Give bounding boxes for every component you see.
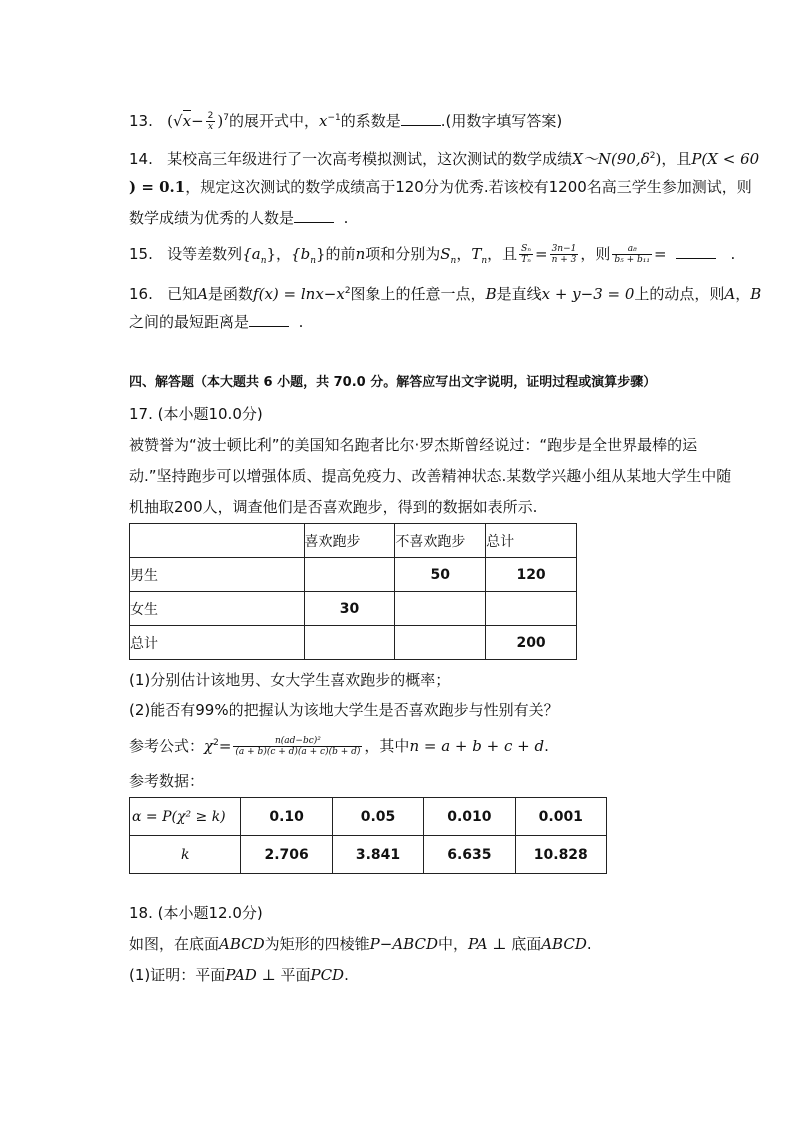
q17-paragraph-line3: 机抽取200人，调查他们是否喜欢跑步，得到的数据如表所示.	[129, 498, 538, 516]
q16-answer-blank	[249, 312, 289, 327]
q14-text1: 某校高三年级进行了一次高考模拟测试，这次测试的数学成绩	[167, 150, 573, 168]
q14-line3-text: 数学成绩为优秀的人数是	[129, 209, 295, 227]
formula-n: n = a + b + c + d	[409, 737, 545, 755]
q16-comma: ，	[735, 285, 751, 303]
table-cell: 10.828	[515, 836, 606, 874]
q13-x: x	[318, 112, 328, 130]
q14-end: .	[343, 209, 349, 227]
q15-an-sub: n	[260, 256, 267, 266]
table-cell: α = P(χ² ≥ k)	[130, 798, 241, 836]
q17-paragraph-line1: 被赞誉为“波士顿比利”的美国知名跑者比尔·罗杰斯曾经说过：“跑步是全世界最棒的运	[129, 436, 698, 454]
formula-end: .	[544, 737, 549, 755]
question-14-line1	[129, 146, 759, 169]
q15-Sn-sub: n	[450, 256, 457, 266]
q18-text-b: 为矩形的四棱锥	[264, 935, 370, 953]
q15-sep: ，	[276, 245, 292, 263]
table-row	[130, 836, 607, 874]
question-14-line3	[129, 208, 348, 228]
q17-subquestion-2: (2)能否有99%的把握认为该地大学生是否喜欢跑步与性别有关？	[129, 701, 559, 719]
q14-dist-close: )	[655, 150, 662, 168]
table-cell: 总计	[486, 524, 577, 558]
q13-sqrt-x: x	[182, 112, 192, 130]
q13-text1: 的展开式中，	[228, 112, 319, 130]
table-cell: 女生	[130, 592, 305, 626]
q18-header: 18. (本小题12.0分)	[129, 904, 263, 922]
formula-label: 参考公式：	[129, 737, 205, 755]
q15-Tn: T	[471, 245, 482, 263]
table-cell: 0.05	[332, 798, 423, 836]
q16-function: f(x) = lnx−x	[253, 285, 345, 303]
table-row	[130, 798, 607, 836]
q17-subquestion-1: (1)分别估计该地男、女大学生喜欢跑步的概率；	[129, 671, 451, 689]
q14-sq: 2	[649, 151, 656, 161]
q14-distribution: X～N(90,δ	[572, 150, 650, 168]
q14-text2: ，且	[661, 150, 692, 168]
q15-number: 15.	[129, 245, 153, 263]
q18-abcd: ABCD	[219, 935, 265, 953]
q18-abcd2: ABCD	[541, 935, 587, 953]
q15-an: {a	[242, 245, 261, 263]
table-cell: 喜欢跑步	[304, 524, 395, 558]
q15-Sn: S	[440, 245, 451, 263]
q16-line: x + y−3 = 0	[541, 285, 635, 303]
table-row	[130, 558, 577, 592]
question-13: 13. (√x− $\frac{2}{x}$ )$^7$的展开式中，$x^{-1}$的系数是 .(用数字填写答案)	[129, 111, 563, 132]
q15-fraction-ratio: $\frac{3n-1}{n + 3}$	[551, 244, 577, 265]
formula-mid: ，其中	[364, 737, 410, 755]
q15-text4: ，且	[487, 245, 518, 263]
q16-sq: 2	[344, 286, 351, 296]
q16-B: B	[485, 285, 497, 303]
q18-s1-pcd: PCD	[310, 966, 345, 984]
q13-open-paren: (	[167, 112, 174, 130]
q14-number: 14.	[129, 150, 153, 168]
table-cell	[395, 626, 486, 660]
table-cell: 30	[304, 592, 395, 626]
table-cell: 0.001	[515, 798, 606, 836]
q18-text-a: 如图，在底面	[129, 935, 220, 953]
q18-s1-text-a: (1)证明：平面	[129, 966, 226, 984]
q16-B2: B	[750, 285, 762, 303]
table-cell	[486, 592, 577, 626]
question-14-line2	[129, 177, 752, 197]
question-16-line2	[129, 312, 303, 332]
q15-bn-close: }	[316, 245, 326, 263]
q18-paragraph	[129, 934, 592, 954]
q16-text1: 已知	[167, 285, 198, 303]
q18-text-c: 中，	[437, 935, 468, 953]
table-cell: 0.10	[241, 798, 332, 836]
q18-pa-perp: PA ⊥	[468, 935, 512, 953]
q18-end: .	[586, 935, 592, 953]
q16-A2: A	[724, 285, 736, 303]
section-4-title: 四、解答题（本大题共 6 小题，共 70.0 分。解答应写出文字说明，证明过程或演算步骤）	[129, 375, 657, 390]
q15-text2: 的前	[325, 245, 356, 263]
q13-fraction: $\frac{2}{x}$	[207, 111, 214, 132]
q17-paragraph-line2: 动.”坚持跑步可以增强体质、提高免疫力、改善精神状态.某数学兴趣小组从某地大学生中随	[129, 467, 732, 485]
q16-end: .	[298, 313, 304, 331]
table-cell: 6.635	[424, 836, 515, 874]
q15-fraction-s-t: $\frac{\text{Sₙ}}{\text{Tₙ}}$	[521, 244, 531, 265]
q15-text5: ，则	[580, 245, 611, 263]
table-cell: 200	[486, 626, 577, 660]
q13-exp-neg1: −1	[327, 113, 341, 123]
q18-subquestion-1	[129, 965, 349, 985]
table-cell: 不喜欢跑步	[395, 524, 486, 558]
q13-exp: 7	[223, 113, 229, 123]
q16-line2-text: 之间的最短距离是	[129, 313, 250, 331]
q17-formula	[129, 733, 549, 757]
q13-text3: .(用数字填写答案)	[440, 112, 563, 130]
table-cell: 男生	[130, 558, 305, 592]
q15-fraction-target: $\frac{\text{a₈}}{\text{b₅ + b₁₁}}$	[614, 244, 650, 265]
q15-comma: ，	[456, 245, 472, 263]
q15-n: n	[355, 245, 366, 263]
table-header-row	[130, 524, 577, 558]
formula-chi: χ	[204, 737, 214, 755]
q16-number: 16.	[129, 285, 153, 303]
q15-bn: {b	[291, 245, 311, 263]
q13-text2: 的系数是	[340, 112, 401, 130]
q16-text4: 是直线	[496, 285, 542, 303]
table-cell	[130, 524, 305, 558]
q15-an-close: }	[266, 245, 277, 263]
table-cell: 0.010	[424, 798, 515, 836]
q18-s1-pad: PAD ⊥	[225, 966, 281, 984]
q13-close-paren: )	[217, 112, 224, 130]
q14-probability: P(X < 60	[691, 150, 760, 168]
q13-answer-blank	[401, 111, 441, 126]
q16-text5: 上的动点，则	[634, 285, 725, 303]
table-cell	[395, 592, 486, 626]
q18-s1-end: .	[344, 966, 349, 984]
table-cell: 120	[486, 558, 577, 592]
q15-answer-blank	[676, 244, 716, 259]
table-cell: 总计	[130, 626, 305, 660]
q16-text3: 图象上的任意一点，	[350, 285, 486, 303]
q15-eq: =	[535, 245, 548, 263]
q13-minus: −	[191, 112, 204, 130]
q17-reference-label: 参考数据：	[129, 772, 205, 790]
table-cell	[304, 558, 395, 592]
question-16-line1	[129, 281, 761, 304]
table-cell: 3.841	[332, 836, 423, 874]
q13-number: 13.	[129, 112, 153, 130]
q18-text-d: 底面	[511, 935, 542, 953]
table-cell: 50	[395, 558, 486, 592]
formula-fraction: $\frac{\text{n(ad−bc)²}}{(a + b)(c + d)(a + c)(b + d)}$	[235, 736, 361, 757]
q16-text2: 是函数	[208, 285, 254, 303]
q15-bn-sub: n	[310, 256, 316, 266]
q16-A: A	[197, 285, 209, 303]
question-15	[129, 244, 735, 271]
table-row	[130, 626, 577, 660]
q14-line2-text: ，规定这次测试的数学成绩高于120分为优秀.若该校有1200名高三学生参加测试，则	[185, 178, 752, 196]
q15-text3: 项和分别为	[365, 245, 441, 263]
q15-Tn-sub: n	[481, 256, 488, 266]
q18-pyramid: P−ABCD	[369, 935, 438, 953]
q15-eq2: =	[654, 245, 667, 263]
q18-s1-text-b: 平面	[280, 966, 311, 984]
q17-reference-table	[129, 797, 607, 874]
q14-line2-math: ) = 0.1	[129, 178, 186, 196]
q17-survey-table	[129, 523, 577, 660]
q15-end: .	[730, 245, 736, 263]
formula-eq: =	[218, 737, 232, 755]
table-row	[130, 592, 577, 626]
q15-text1: 设等差数列	[167, 245, 243, 263]
table-cell: k	[130, 836, 241, 874]
table-cell: 2.706	[241, 836, 332, 874]
q14-answer-blank	[294, 208, 334, 223]
formula-chi-sq: 2	[213, 738, 219, 748]
table-cell	[304, 626, 395, 660]
q17-header: 17. (本小题10.0分)	[129, 405, 263, 423]
